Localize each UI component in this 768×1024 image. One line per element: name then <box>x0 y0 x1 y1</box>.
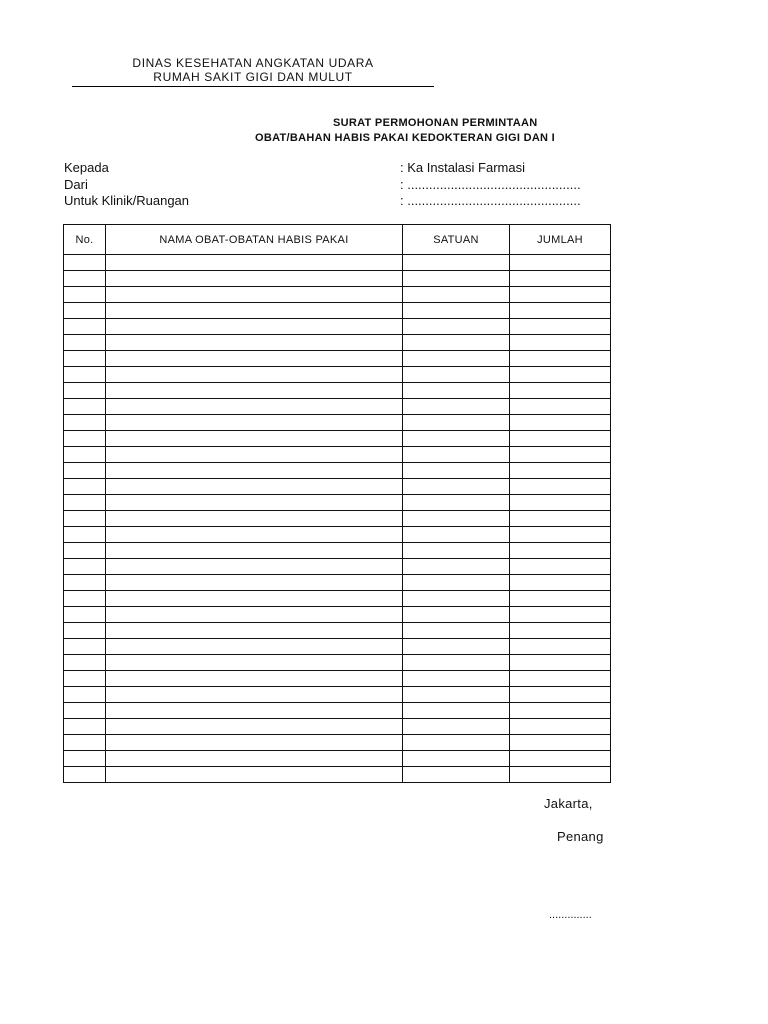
table-cell-jumlah[interactable] <box>510 751 611 767</box>
table-cell-satuan[interactable] <box>403 559 510 575</box>
letterhead <box>72 56 434 84</box>
table-cell-satuan[interactable] <box>403 271 510 287</box>
table-row <box>64 319 611 335</box>
table-cell-jumlah[interactable] <box>510 719 611 735</box>
table-cell-jumlah[interactable] <box>510 767 611 783</box>
table-cell-jumlah[interactable] <box>510 287 611 303</box>
table-cell-nama[interactable] <box>106 287 403 303</box>
signature-role: Penang <box>557 829 604 844</box>
signature-name-line: .............. <box>549 909 592 921</box>
table-cell-satuan[interactable] <box>403 575 510 591</box>
table-cell-nama[interactable] <box>106 479 403 495</box>
table-row <box>64 367 611 383</box>
table-cell-jumlah[interactable] <box>510 671 611 687</box>
table-row <box>64 639 611 655</box>
table-cell-nama[interactable] <box>106 527 403 543</box>
column-header-satuan: SATUAN <box>403 225 510 255</box>
table-cell-no[interactable] <box>64 639 106 655</box>
request-table <box>63 224 611 783</box>
table-cell-satuan[interactable] <box>403 287 510 303</box>
table-row <box>64 671 611 687</box>
table-cell-no[interactable] <box>64 591 106 607</box>
table-cell-jumlah[interactable] <box>510 703 611 719</box>
table-cell-nama[interactable] <box>106 511 403 527</box>
table-cell-satuan[interactable] <box>403 767 510 783</box>
table-cell-satuan[interactable] <box>403 431 510 447</box>
table-cell-jumlah[interactable] <box>510 351 611 367</box>
table-cell-satuan[interactable] <box>403 447 510 463</box>
table-cell-no[interactable] <box>64 383 106 399</box>
table-cell-no[interactable] <box>64 415 106 431</box>
column-header-no: No. <box>64 225 106 255</box>
table-cell-nama[interactable] <box>106 399 403 415</box>
table-cell-satuan[interactable] <box>403 591 510 607</box>
table-cell-no[interactable] <box>64 367 106 383</box>
table-row <box>64 303 611 319</box>
table-cell-no[interactable] <box>64 559 106 575</box>
table-cell-satuan[interactable] <box>403 351 510 367</box>
table-row <box>64 703 611 719</box>
letterhead-line-2: RUMAH SAKIT GIGI DAN MULUT <box>153 70 353 84</box>
table-row <box>64 591 611 607</box>
table-cell-nama[interactable] <box>106 735 403 751</box>
table-cell-jumlah[interactable] <box>510 271 611 287</box>
table-cell-jumlah[interactable] <box>510 735 611 751</box>
table-cell-nama[interactable] <box>106 639 403 655</box>
table-cell-no[interactable] <box>64 335 106 351</box>
table-row <box>64 335 611 351</box>
table-row <box>64 415 611 431</box>
table-row <box>64 575 611 591</box>
table-cell-satuan[interactable] <box>403 399 510 415</box>
table-row <box>64 751 611 767</box>
table-row <box>64 383 611 399</box>
table-cell-no[interactable] <box>64 431 106 447</box>
table-cell-nama[interactable] <box>106 607 403 623</box>
table-cell-jumlah[interactable] <box>510 687 611 703</box>
signature-city-date: Jakarta, <box>544 796 593 811</box>
table-cell-satuan[interactable] <box>403 383 510 399</box>
table-cell-no[interactable] <box>64 751 106 767</box>
table-row <box>64 623 611 639</box>
klinik-label: Untuk Klinik/Ruangan <box>64 193 190 208</box>
table-cell-jumlah[interactable] <box>510 511 611 527</box>
table-cell-nama[interactable] <box>106 591 403 607</box>
table-row <box>64 655 611 671</box>
table-row <box>64 511 611 527</box>
table-row <box>64 527 611 543</box>
table-cell-satuan[interactable] <box>403 415 510 431</box>
table-cell-jumlah[interactable] <box>510 399 611 415</box>
table-row <box>64 687 611 703</box>
table-row <box>64 447 611 463</box>
table-row <box>64 479 611 495</box>
table-cell-no[interactable] <box>64 607 106 623</box>
table-row <box>64 543 611 559</box>
table-cell-nama[interactable] <box>106 255 403 271</box>
table-row <box>64 559 611 575</box>
table-cell-jumlah[interactable] <box>510 303 611 319</box>
table-row <box>64 719 611 735</box>
table-row <box>64 255 611 271</box>
table-cell-nama[interactable] <box>106 687 403 703</box>
table-cell-satuan[interactable] <box>403 511 510 527</box>
table-cell-jumlah[interactable] <box>510 607 611 623</box>
table-cell-satuan[interactable] <box>403 479 510 495</box>
kepada-value: : Ka Instalasi Farmasi <box>400 160 525 175</box>
table-cell-satuan[interactable] <box>403 319 510 335</box>
table-cell-jumlah[interactable] <box>510 383 611 399</box>
table-cell-no[interactable] <box>64 719 106 735</box>
table-cell-no[interactable] <box>64 479 106 495</box>
table-cell-jumlah[interactable] <box>510 447 611 463</box>
table-cell-jumlah[interactable] <box>510 495 611 511</box>
table-cell-no[interactable] <box>64 495 106 511</box>
table-cell-satuan[interactable] <box>403 607 510 623</box>
table-cell-no[interactable] <box>64 703 106 719</box>
table-cell-nama[interactable] <box>106 319 403 335</box>
table-cell-jumlah[interactable] <box>510 479 611 495</box>
table-cell-nama[interactable] <box>106 543 403 559</box>
table-cell-no[interactable] <box>64 735 106 751</box>
table-cell-satuan[interactable] <box>403 303 510 319</box>
table-cell-satuan[interactable] <box>403 495 510 511</box>
table-cell-nama[interactable] <box>106 383 403 399</box>
table-cell-nama[interactable] <box>106 767 403 783</box>
table-cell-nama[interactable] <box>106 335 403 351</box>
table-cell-jumlah[interactable] <box>510 623 611 639</box>
table-cell-nama[interactable] <box>106 351 403 367</box>
table-cell-nama[interactable] <box>106 495 403 511</box>
table-cell-jumlah[interactable] <box>510 415 611 431</box>
table-cell-no[interactable] <box>64 463 106 479</box>
table-cell-satuan[interactable] <box>403 335 510 351</box>
table-cell-nama[interactable] <box>106 623 403 639</box>
table-cell-satuan[interactable] <box>403 751 510 767</box>
document-title-line-2: OBAT/BAHAN HABIS PAKAI KEDOKTERAN GIGI DAN I <box>255 132 556 144</box>
table-cell-no[interactable] <box>64 303 106 319</box>
table-row <box>64 399 611 415</box>
dari-value: : ................................................ <box>400 177 581 192</box>
table-cell-nama[interactable] <box>106 719 403 735</box>
table-row <box>64 351 611 367</box>
table-cell-nama[interactable] <box>106 671 403 687</box>
table-cell-nama[interactable] <box>106 431 403 447</box>
table-row <box>64 271 611 287</box>
table-cell-no[interactable] <box>64 351 106 367</box>
table-cell-nama[interactable] <box>106 559 403 575</box>
letterhead-line-1: DINAS KESEHATAN ANGKATAN UDARA <box>132 56 374 70</box>
table-cell-satuan[interactable] <box>403 623 510 639</box>
table-cell-nama[interactable] <box>106 271 403 287</box>
table-cell-satuan[interactable] <box>403 639 510 655</box>
table-cell-nama[interactable] <box>106 447 403 463</box>
table-cell-no[interactable] <box>64 687 106 703</box>
table-cell-no[interactable] <box>64 447 106 463</box>
table-cell-nama[interactable] <box>106 751 403 767</box>
table-cell-satuan[interactable] <box>403 527 510 543</box>
table-cell-no[interactable] <box>64 255 106 271</box>
table-row <box>64 463 611 479</box>
table-cell-nama[interactable] <box>106 367 403 383</box>
table-cell-jumlah[interactable] <box>510 431 611 447</box>
table-row <box>64 495 611 511</box>
table-cell-jumlah[interactable] <box>510 463 611 479</box>
table-cell-satuan[interactable] <box>403 255 510 271</box>
table-cell-jumlah[interactable] <box>510 655 611 671</box>
table-cell-satuan[interactable] <box>403 655 510 671</box>
table-cell-no[interactable] <box>64 655 106 671</box>
table-cell-jumlah[interactable] <box>510 367 611 383</box>
table-cell-no[interactable] <box>64 527 106 543</box>
table-cell-jumlah[interactable] <box>510 591 611 607</box>
table-cell-no[interactable] <box>64 271 106 287</box>
table-cell-nama[interactable] <box>106 575 403 591</box>
table-cell-satuan[interactable] <box>403 671 510 687</box>
table-cell-jumlah[interactable] <box>510 575 611 591</box>
table-cell-jumlah[interactable] <box>510 319 611 335</box>
table-cell-jumlah[interactable] <box>510 543 611 559</box>
table-cell-no[interactable] <box>64 767 106 783</box>
table-cell-jumlah[interactable] <box>510 527 611 543</box>
table-cell-satuan[interactable] <box>403 735 510 751</box>
table-cell-nama[interactable] <box>106 415 403 431</box>
table-cell-jumlah[interactable] <box>510 335 611 351</box>
table-row <box>64 767 611 783</box>
table-cell-satuan[interactable] <box>403 703 510 719</box>
table-cell-no[interactable] <box>64 623 106 639</box>
table-row <box>64 287 611 303</box>
table-cell-nama[interactable] <box>106 303 403 319</box>
table-cell-satuan[interactable] <box>403 543 510 559</box>
table-cell-no[interactable] <box>64 319 106 335</box>
table-header-row <box>64 225 611 255</box>
document-title-line-1: SURAT PERMOHONAN PERMINTAAN <box>333 117 538 129</box>
table-cell-jumlah[interactable] <box>510 255 611 271</box>
klinik-value: : ................................................ <box>400 193 581 208</box>
table-row <box>64 431 611 447</box>
table-cell-no[interactable] <box>64 671 106 687</box>
table-row <box>64 607 611 623</box>
table-body <box>64 255 611 783</box>
table-cell-satuan[interactable] <box>403 367 510 383</box>
dari-label: Dari <box>64 177 88 192</box>
table-cell-no[interactable] <box>64 399 106 415</box>
table-cell-nama[interactable] <box>106 703 403 719</box>
column-header-jumlah: JUMLAH <box>510 225 611 255</box>
table-cell-satuan[interactable] <box>403 687 510 703</box>
letterhead-rule <box>72 86 434 87</box>
table-cell-no[interactable] <box>64 543 106 559</box>
table-cell-jumlah[interactable] <box>510 559 611 575</box>
table-cell-no[interactable] <box>64 511 106 527</box>
column-header-nama: NAMA OBAT-OBATAN HABIS PAKAI <box>106 225 403 255</box>
kepada-label: Kepada <box>64 160 109 175</box>
table-cell-satuan[interactable] <box>403 719 510 735</box>
table-row <box>64 735 611 751</box>
table-cell-jumlah[interactable] <box>510 639 611 655</box>
table-cell-satuan[interactable] <box>403 463 510 479</box>
table-cell-nama[interactable] <box>106 463 403 479</box>
table-cell-nama[interactable] <box>106 655 403 671</box>
table-cell-no[interactable] <box>64 287 106 303</box>
table-cell-no[interactable] <box>64 575 106 591</box>
